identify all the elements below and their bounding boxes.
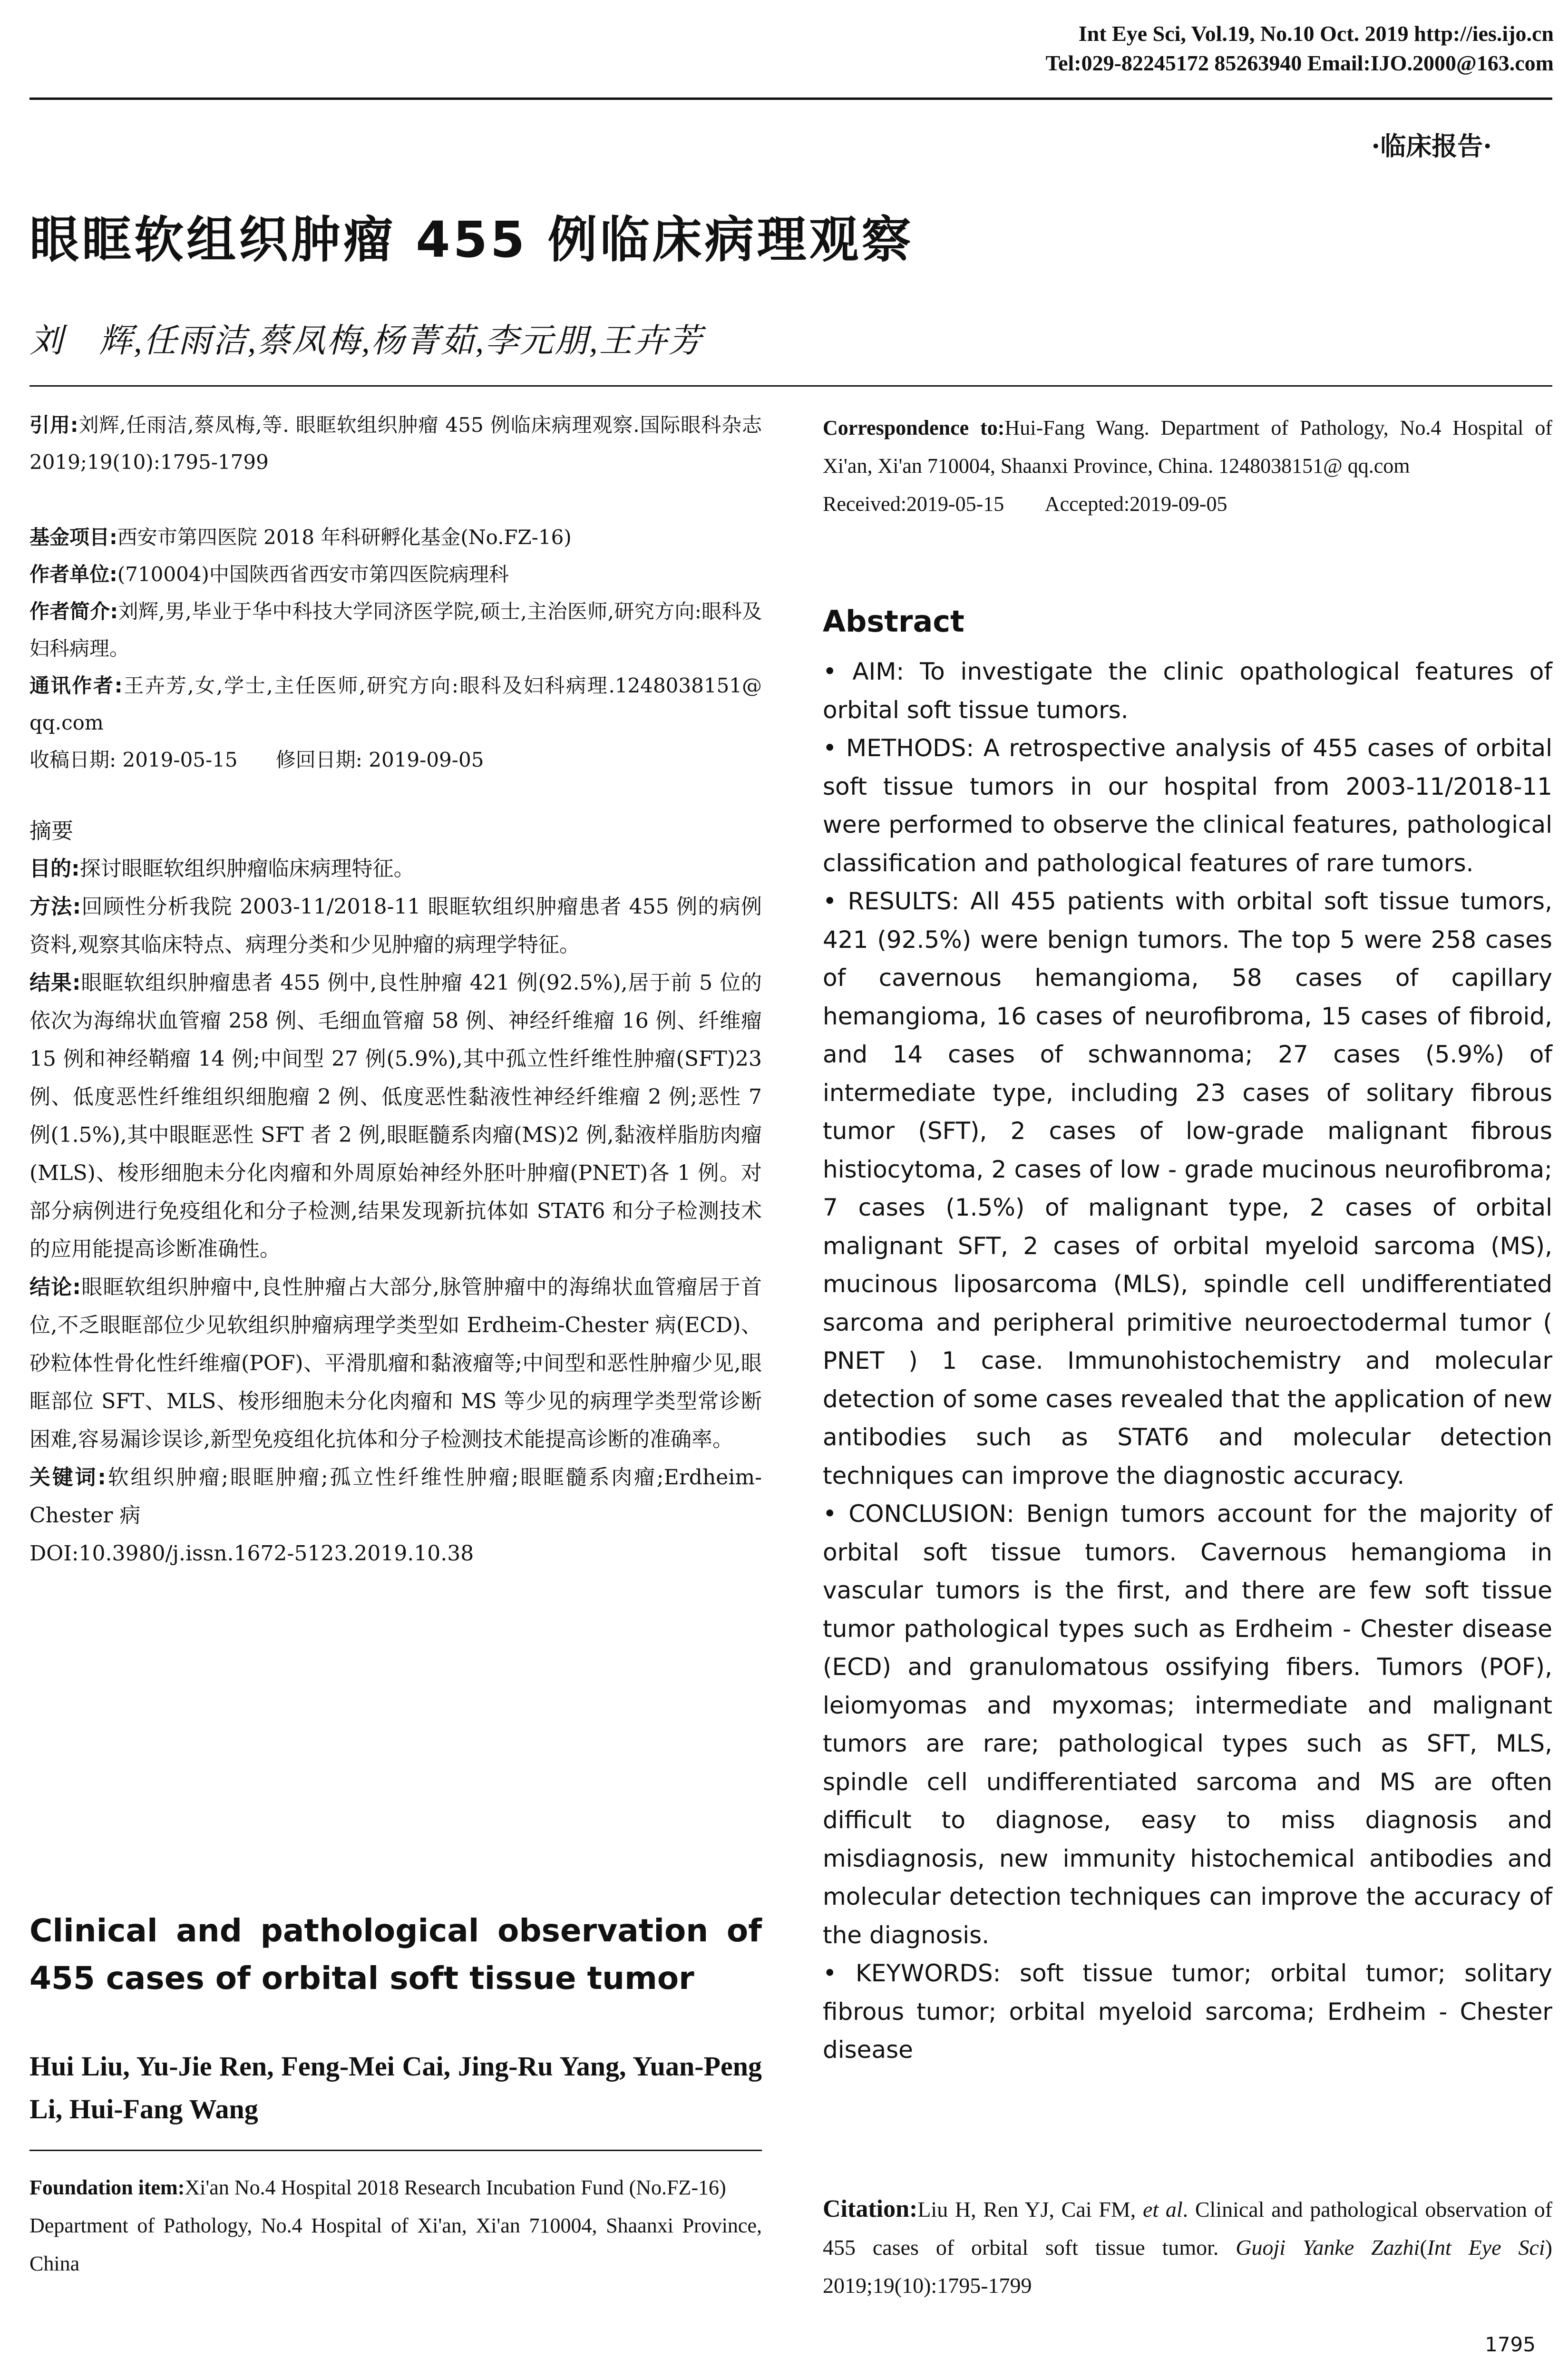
results-cn: [29, 964, 762, 1268]
keywords-cn-label: 关键词:: [29, 1465, 106, 1490]
bullet-icon: •: [823, 887, 837, 915]
results-cn-text: 眼眶软组织肿瘤患者 455 例中,良性肿瘤 421 例(92.5%),居于前 5 位的依次为海绵状血管瘤 258 例、毛细血管瘤 58 例、神经纤维瘤 16 例、纤维瘤 15 例和神经鞘瘤 14 例;中间型 27 例(5.9%),其中孤立性纤维性肿瘤(SFT)23 例、低度恶性纤维组织细胞瘤 2 例、低度恶性黏液性神经纤维瘤 2 例;恶性 7 例(1.5%),其中眼眶恶性 SFT 者 2 例,眼眶髓系肉瘤(MS)2 例,黏液样脂肪肉瘤(MLS)、梭形细胞未分化肉瘤和外周原始神经外胚叶肿瘤(PNET)各 1 例。对部分病例进行免疫组化和分子检测,结果发现新抗体如 STAT6 和分子检测技术的应用能提高诊断准确性。: [29, 971, 762, 1261]
results-en-label: RESULTS:: [847, 887, 960, 915]
aim-cn-text: 探讨眼眶软组织肿瘤临床病理特征。: [79, 857, 415, 881]
keywords-en-text: soft tissue tumor; orbital tumor; solitary fibrous tumor; orbital myeloid sarcoma; Erdheim - Chester disease: [823, 1959, 1552, 2064]
right-column-meta: [823, 409, 1552, 523]
keywords-cn-text: 软组织肿瘤;眼眶肿瘤;孤立性纤维性肿瘤;眼眶髓系肉瘤;Erdheim-Chester 病: [29, 1465, 762, 1528]
aim-cn: [29, 850, 762, 888]
fund-info: [29, 519, 762, 556]
title-rule: [29, 385, 1552, 387]
aim-en-text: To investigate the clinic opathological features of orbital soft tissue tumors.: [823, 658, 1552, 724]
corresponding-author-cn: [29, 667, 762, 741]
header-rule: [29, 97, 1552, 100]
bio-label: 作者简介:: [29, 600, 118, 623]
citation-cn: [29, 407, 762, 481]
bullet-icon: •: [823, 1959, 837, 1987]
journal-info-line: Int Eye Sci, Vol.19, No.10 Oct. 2019 http://ies.ijo.cn: [1078, 21, 1554, 46]
citation-etal: et al: [1142, 2197, 1183, 2221]
aim-en-label: AIM:: [852, 658, 905, 685]
fund-label: 基金项目:: [29, 526, 117, 549]
doi-link[interactable]: DOI:10.3980/j.issn.1672-5123.2019.10.38: [29, 1541, 474, 1566]
bullet-icon: •: [823, 658, 837, 685]
conclusion-cn-label: 结论:: [29, 1275, 81, 1299]
methods-cn: [29, 888, 762, 964]
aim-en: [823, 653, 1552, 729]
aim-cn-label: 目的:: [29, 857, 80, 881]
bullet-icon: •: [823, 1500, 837, 1528]
section-label: ·临床报告·: [1371, 131, 1492, 161]
citation-en-label: Citation:: [823, 2195, 918, 2222]
bio-text: 刘辉,男,毕业于华中科技大学同济医学院,硕士,主治医师,研究方向:眼科及妇科病理。: [29, 600, 762, 660]
keywords-cn: [29, 1459, 762, 1535]
methods-cn-label: 方法:: [29, 895, 81, 919]
conclusion-cn: [29, 1268, 762, 1459]
abstract-heading-en: Abstract: [823, 604, 964, 639]
methods-en: [823, 729, 1552, 882]
conclusion-en-label: CONCLUSION:: [848, 1500, 1015, 1528]
foundation-text: Xi'an No.4 Hospital 2018 Research Incubation Fund (No.FZ-16): [185, 2176, 726, 2199]
conclusion-cn-text: 眼眶软组织肿瘤中,良性肿瘤占大部分,脉管肿瘤中的海绵状血管瘤居于首位,不乏眼眶部位少见软组织肿瘤病理学类型如 Erdheim-Chester 病(ECD)、砂粒体性骨化性纤维瘤(POF)、平滑肌瘤和黏液瘤等;中间型和恶性肿瘤少见,眼眶部位 SFT、MLS、梭形细胞未分化肉瘤和 MS 等少见的病理学类型常诊断困难,容易漏诊误诊,新型免疫组化抗体和分子检测技术能提高诊断的准确率。: [29, 1275, 762, 1452]
abstract-heading-cn: 摘要: [29, 818, 73, 844]
keywords-en-label: KEYWORDS:: [855, 1959, 1001, 1987]
author-unit: [29, 556, 762, 593]
foundation-rule: [29, 2150, 762, 2151]
foundation-item: [29, 2169, 762, 2207]
results-en-text: All 455 patients with orbital soft tissue tumors, 421 (92.5%) were benign tumors. The top 5 were 258 cases of cavernous hemangioma, 58 cases of capillary hemangioma, 16 cases of neurofibroma, 15 cases of fibroid, and 14 cases of schwannoma; 27 cases (5.9%) of intermediate type, including 23 cases of solitary fibrous tumor (SFT), 2 cases of low-grade malignant fibrous histiocytoma, 2 cases of low - grade mucinous neurofibroma; 7 cases (1.5%) of malignant type, 2 cases of orbital malignant SFT, 2 cases of orbital myeloid sarcoma (MS), mucinous liposarcoma (MLS), spindle cell undifferentiated sarcoma and peripheral primitive neuroectodermal tumor ( PNET ) 1 case. Immunohistochemistry and molecular detection of some cases revealed that the application of new antibodies such as STAT6 and molecular detection techniques can improve the diagnostic accuracy.: [823, 887, 1552, 1490]
citation-journal-en: Int Eye Sci: [1427, 2235, 1545, 2260]
department-en: Department of Pathology, No.4 Hospital of Xi'an, Xi'an 710004, Shaanxi Province, China: [29, 2214, 762, 2275]
keywords-en: [823, 1954, 1552, 2069]
results-cn-label: 结果:: [29, 971, 81, 995]
authors-en: Hui Liu, Yu-Jie Ren, Feng-Mei Cai, Jing-Ru Yang, Yuan-Peng Li, Hui-Fang Wang: [29, 2051, 762, 2124]
journal-header: [1046, 19, 1554, 78]
citation-cn-label: 引用:: [29, 413, 78, 437]
foundation-block: [29, 2169, 762, 2283]
citation-journal: Guoji Yanke Zazhi: [1236, 2235, 1420, 2260]
bullet-icon: •: [823, 734, 837, 762]
authors-cn: 刘 辉,任雨洁,蔡凤梅,杨菁茹,李元朋,王卉芳: [29, 323, 703, 360]
author-bio: [29, 593, 762, 667]
page-number: 1795: [1485, 2333, 1536, 2356]
methods-en-text: A retrospective analysis of 455 cases of orbital soft tissue tumors in our hospital from 2003-11/2018-11 were performed to observe the clinical features, pathological classification and pathological features of rare tumors.: [823, 734, 1552, 877]
english-title: Clinical and pathological observation of 455 cases of orbital soft tissue tumor: [29, 1912, 762, 1997]
corr-en-label: Correspondence to:: [823, 416, 1005, 439]
journal-contact-line: Tel:029-82245172 85263940 Email:IJO.2000@163.com: [1045, 51, 1554, 75]
correspondence-en: [823, 409, 1552, 485]
citation-en-text-post: ) 2019;19(10):1795-1799: [823, 2235, 1552, 2298]
methods-cn-text: 回顾性分析我院 2003-11/2018-11 眼眶软组织肿瘤患者 455 例的病例资料,观察其临床特点、病理分类和少见肿瘤的病理学特征。: [29, 895, 762, 957]
citation-en-text-mid: . Clinical and pathological observation of 455 cases of orbital soft tissue tumor.: [823, 2197, 1553, 2260]
conclusion-en-text: Benign tumors account for the majority of orbital soft tissue tumors. Cavernous hemangioma in vascular tumors is the first, and there are few soft tissue tumor pathological types such as Erdheim - Chester disease (ECD) and granulomatous ossifying fibers. Tumors (POF), leiomyomas and myxomas; intermediate and malignant tumors are rare; pathological types such as SFT, MLS, spindle cell undifferentiated sarcoma and MS are often difficult to diagnose, easy to miss diagnosis and misdiagnosis, new immunity histochemical antibodies and molecular detection techniques can improve the accuracy of the diagnosis.: [823, 1500, 1552, 1949]
page-title: 眼眶软组织肿瘤 455 例临床病理观察: [29, 211, 914, 269]
dates-en: Received:2019-05-15 Accepted:2019-09-05: [823, 492, 1227, 516]
corr-cn-text: 王卉芳,女,学士,主任医师,研究方向:眼科及妇科病理.1248038151@ qq.com: [29, 674, 762, 734]
left-column: [29, 407, 762, 1573]
foundation-label: Foundation item:: [29, 2176, 185, 2199]
methods-en-label: METHODS:: [846, 734, 974, 762]
citation-paren-open: (: [1420, 2235, 1427, 2260]
citation-en: [823, 2190, 1552, 2305]
corr-en-text: Hui-Fang Wang. Department of Pathology, No.4 Hospital of Xi'an, Xi'an 710004, Shaanxi Province, China. 1248038151@ qq.com: [823, 416, 1553, 477]
conclusion-en: [823, 1495, 1552, 1954]
dates-cn: 收稿日期: 2019-05-15 修回日期: 2019-09-05: [29, 748, 484, 771]
results-en: [823, 882, 1552, 1495]
citation-en-text-pre: Liu H, Ren YJ, Cai FM,: [917, 2197, 1143, 2221]
citation-cn-text: 刘辉,任雨洁,蔡凤梅,等. 眼眶软组织肿瘤 455 例临床病理观察.国际眼科杂志 2019;19(10):1795-1799: [29, 413, 762, 474]
unit-text: (710004)中国陕西省西安市第四医院病理科: [117, 563, 509, 586]
unit-label: 作者单位:: [29, 563, 117, 586]
corr-cn-label: 通讯作者:: [29, 674, 123, 697]
abstract-en: [823, 653, 1552, 2069]
fund-text: 西安市第四医院 2018 年科研孵化基金(No.FZ-16): [117, 526, 572, 549]
